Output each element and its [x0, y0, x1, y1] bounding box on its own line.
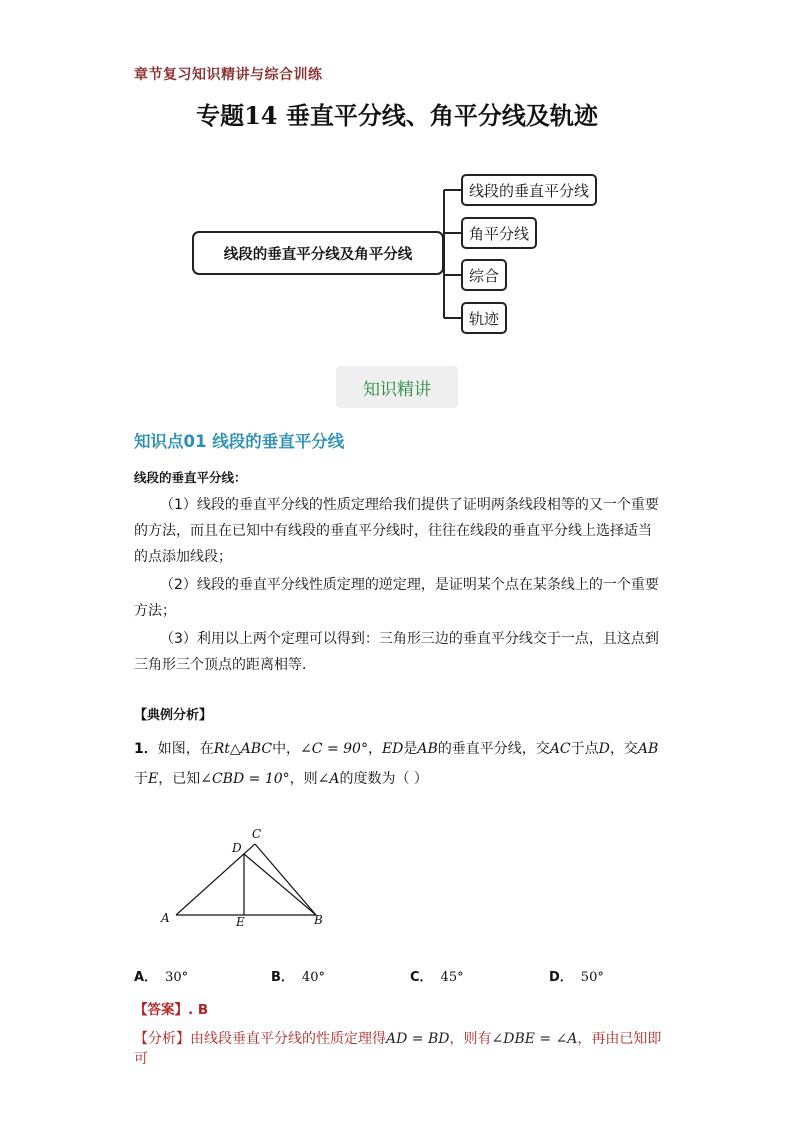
q-text: 于点 — [570, 741, 599, 757]
analysis-math: AD = BD — [386, 1031, 450, 1047]
point-label-d: D — [232, 841, 242, 855]
segment-db — [244, 854, 316, 915]
option-d[interactable] — [549, 966, 604, 985]
q-math: Rt△ABC — [213, 741, 273, 757]
q-math: D — [598, 741, 610, 757]
analysis-math: ∠DBE = ∠A — [491, 1031, 578, 1047]
q-text: 于 — [134, 771, 148, 787]
answer-tag: 【答案】 — [134, 1002, 188, 1018]
mindmap-branch-locus: 轨迹 — [461, 302, 507, 334]
q-text: ，则 — [289, 771, 318, 787]
q-math: ED — [381, 741, 404, 757]
mindmap-branch-angle-bisector: 角平分线 — [461, 217, 537, 249]
analysis-text: ，再由已知即可 — [134, 1031, 662, 1067]
analysis-text: ，则有 — [449, 1031, 492, 1047]
point-label-a: A — [161, 911, 170, 925]
analysis-line — [134, 1028, 674, 1068]
q-math: AC — [549, 741, 571, 757]
q-text: ，交 — [609, 741, 638, 757]
point-label-c: C — [252, 827, 262, 841]
q-math: E — [148, 771, 159, 787]
segment-cb — [255, 844, 316, 915]
option-label: C． — [410, 970, 433, 985]
question-text — [134, 734, 664, 794]
q-math: ∠C = 90° — [300, 741, 368, 757]
option-b[interactable] — [271, 966, 325, 985]
analysis-tag: 【分析】 — [134, 1031, 190, 1047]
point-label-e: E — [236, 915, 245, 929]
q-math: ∠A — [317, 771, 340, 787]
knowledge-point-heading — [134, 428, 344, 452]
point-label-b: B — [314, 913, 323, 927]
mindmap-root: 线段的垂直平分线及角平分线 — [192, 231, 444, 275]
q-text: ，已知 — [158, 771, 201, 787]
q-math: ∠CBD = 10° — [200, 771, 290, 787]
segment-ac — [176, 844, 255, 915]
option-label: A． — [134, 970, 158, 985]
q-text: 的垂直平分线，交 — [437, 741, 550, 757]
knowledge-paragraph-1: （1）线段的垂直平分线的性质定理给我们提供了证明两条线段相等的又一个重要的方法，而且在已知中有线段的垂直平分线时，往往在线段的垂直平分线上选择适当的点添加线段； — [134, 497, 659, 565]
knowledge-section-button[interactable]: 知识精讲 — [336, 366, 458, 408]
option-value: 40° — [301, 970, 325, 985]
option-a[interactable] — [134, 966, 188, 985]
analysis-text: 由线段垂直平分线的性质定理得 — [190, 1031, 386, 1047]
option-label: D． — [549, 970, 573, 985]
answer-line — [134, 998, 208, 1018]
question-number: 1． — [134, 741, 158, 757]
mindmap-connectors — [0, 0, 794, 360]
answer-value: . B — [188, 1002, 209, 1018]
mindmap-branch-perpendicular-bisector: 线段的垂直平分线 — [461, 174, 597, 206]
series-tag: 章节复习知识精讲与综合训练 — [134, 67, 323, 83]
q-text: 中， — [272, 741, 301, 757]
example-heading: 【典例分析】 — [134, 708, 213, 723]
knowledge-paragraph-2: （2）线段的垂直平分线性质定理的逆定理，是证明某个点在某条线上的一个重要方法； — [134, 577, 659, 619]
option-c[interactable] — [410, 966, 464, 985]
q-text: 如图，在 — [157, 741, 214, 757]
q-text: 是 — [403, 741, 418, 757]
q-math: AB — [637, 741, 659, 757]
mindmap-branch-comprehensive: 综合 — [461, 259, 507, 291]
knowledge-subheading: 线段的垂直平分线： — [134, 470, 247, 485]
q-math: AB — [417, 741, 438, 757]
option-value: 30° — [165, 970, 189, 985]
q-text: 的度数为（ ） — [339, 771, 428, 787]
option-value: 50° — [580, 970, 604, 985]
option-label: B． — [271, 970, 294, 985]
knowledge-point-title: 线段的垂直平分线 — [212, 432, 345, 451]
option-value: 45° — [440, 970, 464, 985]
q-text: ， — [367, 741, 382, 757]
triangle-figure — [156, 822, 336, 932]
page-title: 专题14 垂直平分线、角平分线及轨迹 — [196, 101, 598, 130]
knowledge-paragraph-3: （3）利用以上两个定理可以得到：三角形三边的垂直平分线交于一点，且这点到三角形三个顶点的距离相等． — [134, 631, 659, 673]
knowledge-point-number: 知识点01 — [134, 432, 207, 451]
